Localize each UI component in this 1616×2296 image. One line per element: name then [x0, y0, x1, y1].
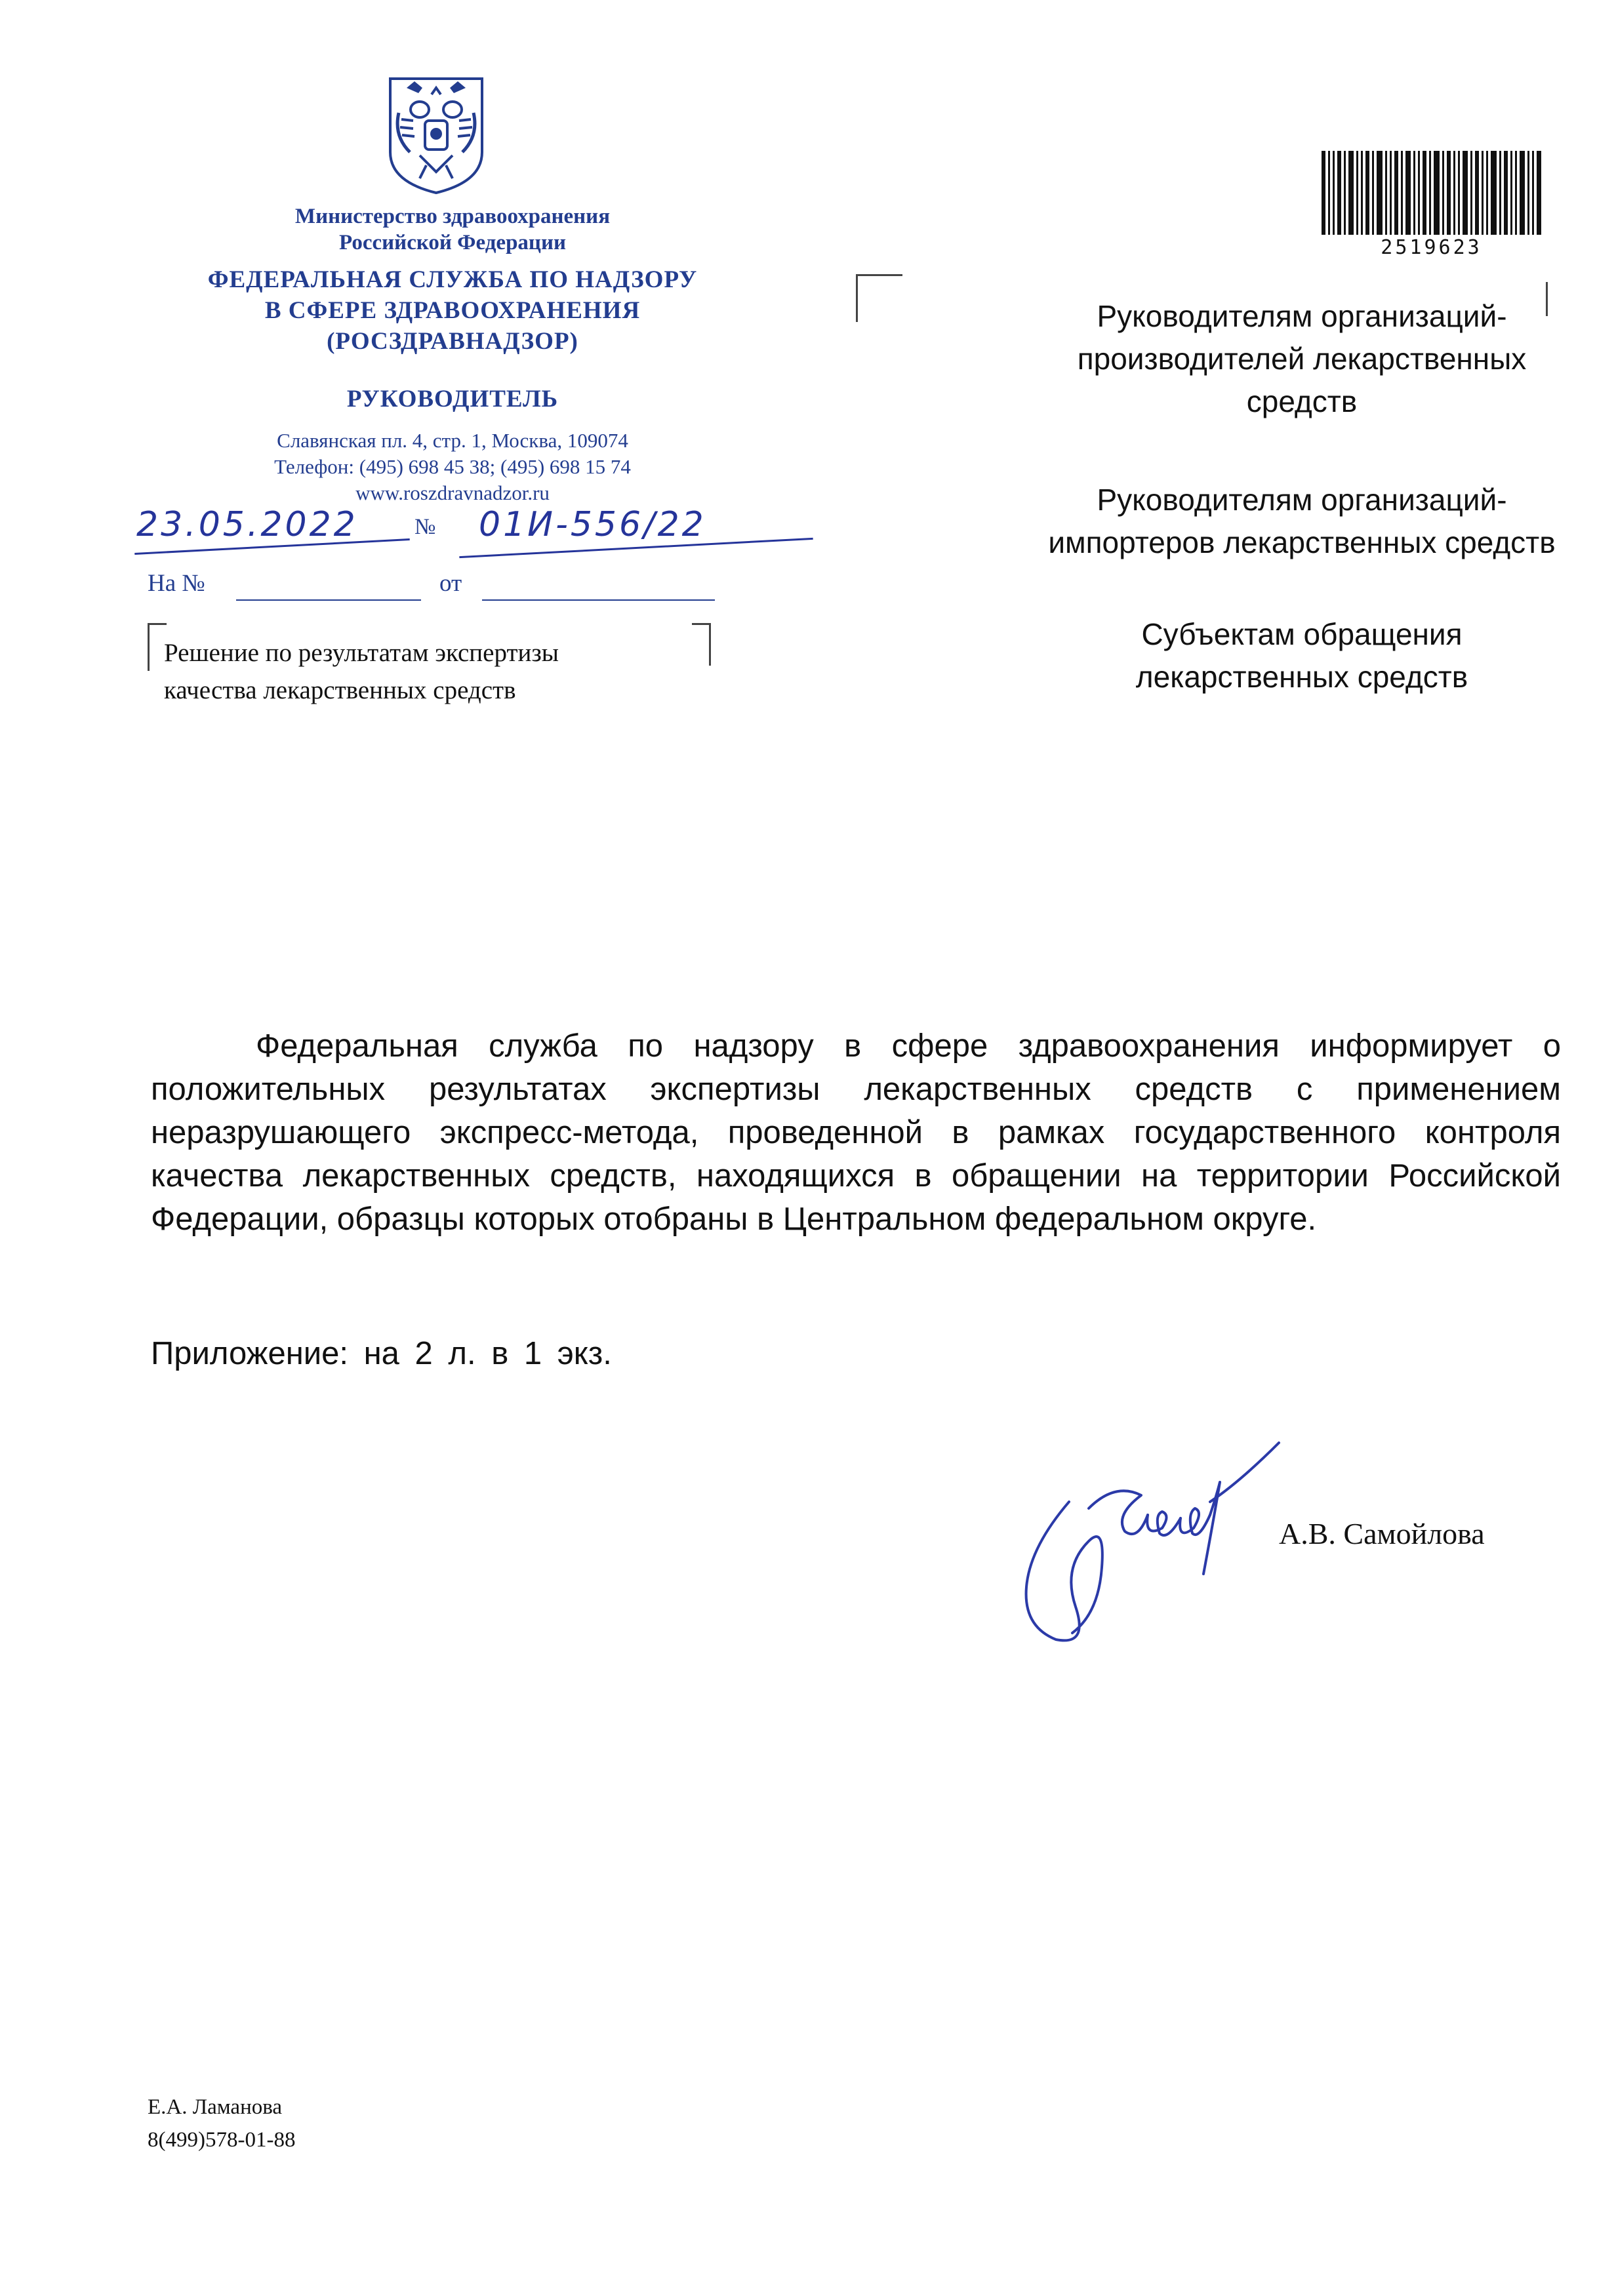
addressee-manufacturers [905, 295, 1616, 423]
registration-date: 23.05.2022 [136, 505, 358, 544]
addressee-3-line-1: Субъектам обращения [1141, 617, 1463, 651]
ministry-name [171, 203, 735, 256]
addressee-bracket-left [856, 274, 902, 322]
postal-address: Славянская пл. 4, стр. 1, Москва, 109074 [277, 429, 628, 452]
ministry-line-2: Российской Федерации [339, 231, 566, 254]
executor-phone: 8(499)578-01-88 [148, 2128, 296, 2152]
addressee-circulation-subjects [905, 613, 1616, 698]
addressee-2-line-1: Руководителям организаций- [1097, 483, 1507, 517]
barcode-icon [1322, 151, 1541, 235]
signer-name: А.В. Самойлова [1279, 1517, 1485, 1550]
ministry-line-1: Министерство здравоохранения [294, 205, 611, 228]
reference-label: На № [148, 570, 205, 597]
russian-coat-of-arms-icon [380, 73, 492, 198]
addressee-importers [905, 479, 1616, 564]
addressee-1-line-3: средств [1246, 384, 1358, 418]
service-name [144, 264, 761, 357]
website: www.roszdravnadzor.ru [355, 481, 550, 504]
addressee-3-line-2: лекарственных средств [1135, 660, 1468, 694]
reference-number-blank [236, 598, 421, 601]
attachment-note: Приложение: на 2 л. в 1 экз. [151, 1336, 612, 1371]
subject-line-2: качества лекарственных средств [164, 676, 516, 704]
contact-block [171, 428, 735, 506]
letter-body [151, 1024, 1561, 1241]
phone-numbers: Телефон: (495) 698 45 38; (495) 698 15 74 [274, 455, 631, 478]
service-line-2: В СФЕРЕ ЗДРАВООХРАНЕНИЯ [264, 297, 641, 324]
letter-subject [164, 634, 559, 709]
executor-info [148, 2091, 295, 2156]
reference-date-blank [482, 598, 715, 601]
executor-name: Е.А. Ламанова [148, 2095, 283, 2119]
subject-line-1: Решение по результатам экспертизы [164, 639, 559, 667]
service-line-1: ФЕДЕРАЛЬНАЯ СЛУЖБА ПО НАДЗОРУ [207, 266, 698, 293]
subject-bracket-right [692, 623, 711, 666]
barcode-number: 2519623 [1381, 236, 1482, 259]
body-paragraph: Федеральная служба по надзору в сфере здравоохранения информирует о положительных результатах экспертизы лекарственных средств с применением неразрушающего экспресс-метода, проведенной в рамках государственного контроля качества лекарственных средств, находящихся в обращении на территории Российской Федерации, образцы которых отобраны в Центральном федеральном округе. [151, 1028, 1561, 1237]
addressee-2-line-2: импортеров лекарственных средств [1048, 525, 1556, 559]
addressee-1-line-1: Руководителям организаций- [1097, 299, 1507, 333]
registration-number: 01И-556/22 [479, 505, 706, 544]
handwritten-signature-icon [990, 1417, 1299, 1666]
position-title: РУКОВОДИТЕЛЬ [346, 386, 559, 413]
reference-from-label: от [439, 570, 462, 597]
number-sign: № [414, 515, 436, 539]
service-line-3: (РОСЗДРАВНАДЗОР) [327, 328, 578, 355]
addressee-1-line-2: производителей лекарственных [1077, 342, 1527, 376]
